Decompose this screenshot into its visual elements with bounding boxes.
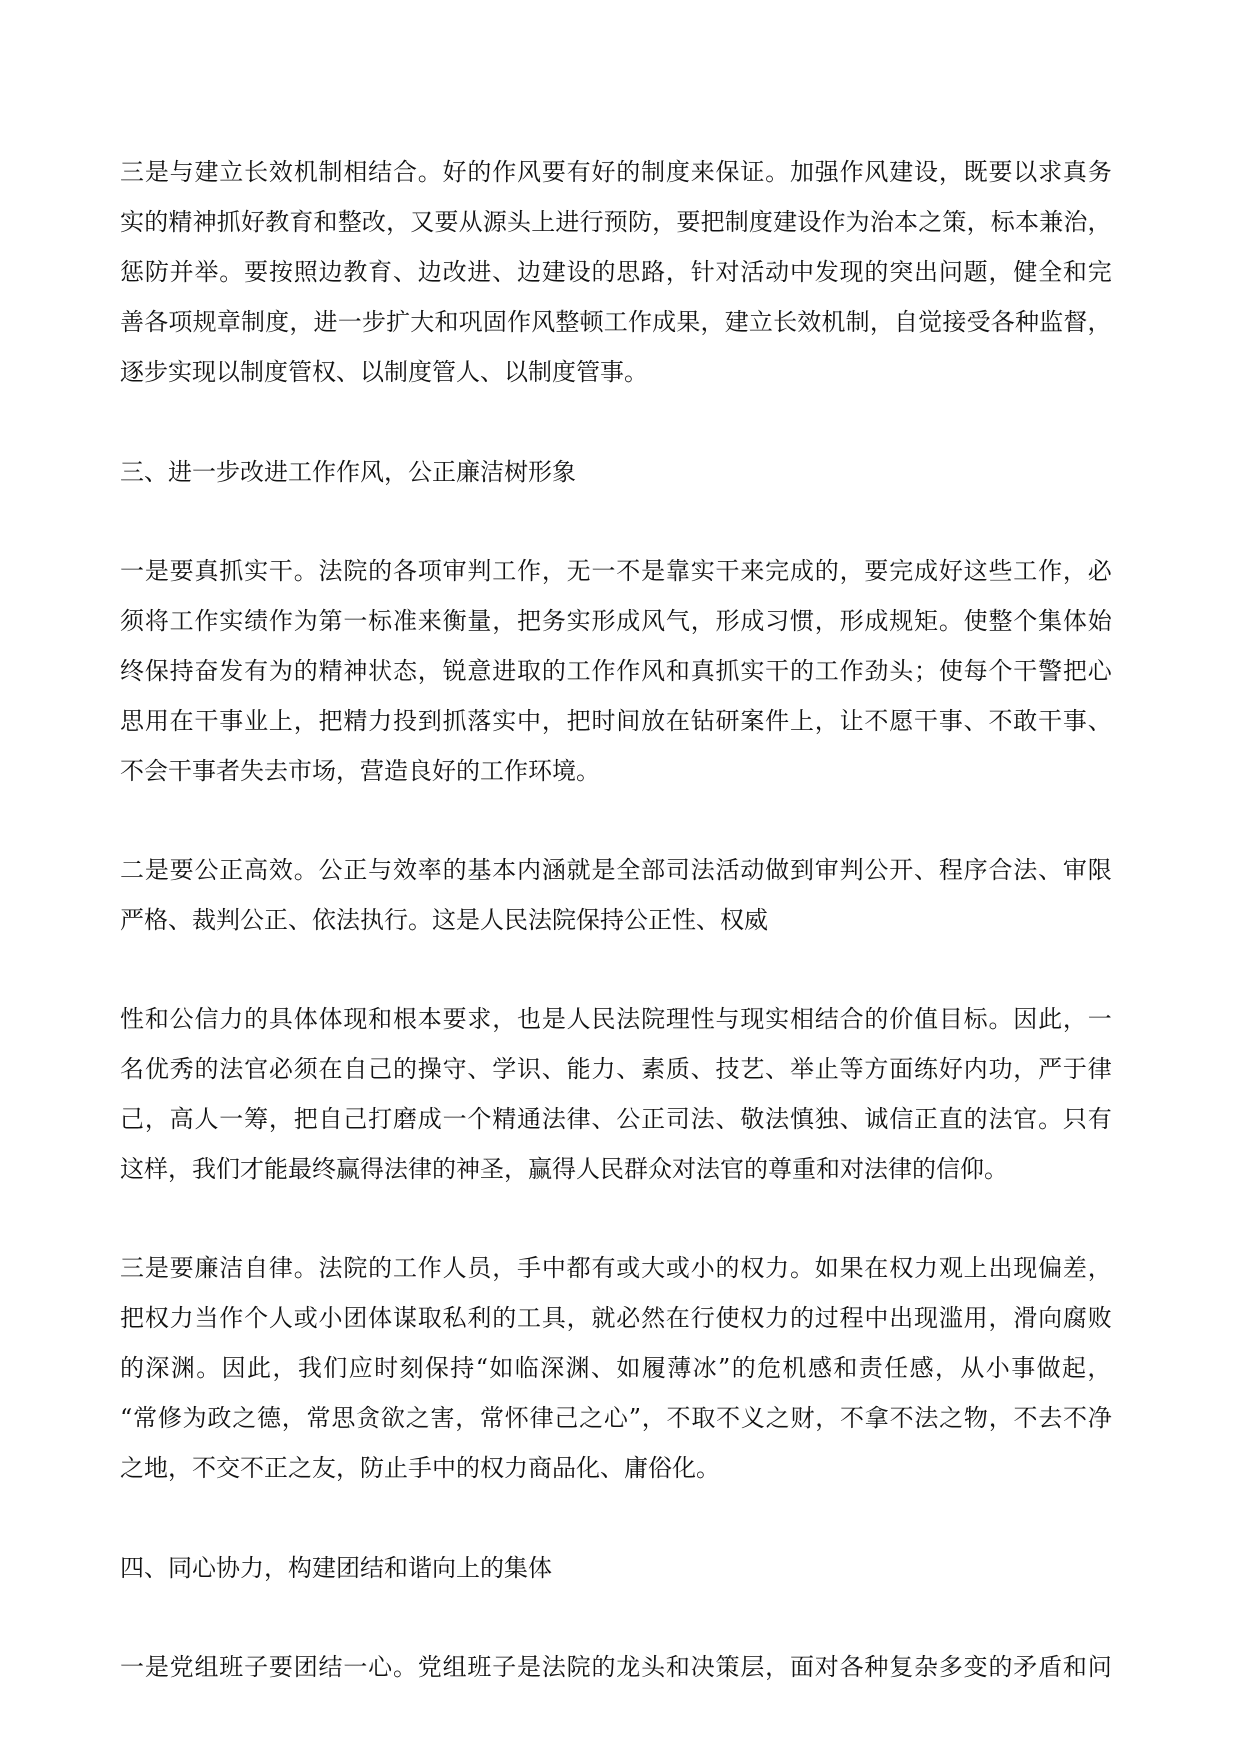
paragraph-5-line-4: “ 常 修 为 政 之 德 ， 常 思 贪 欲 之 害 ， 常 怀 律 己 之 心 ” ， 不 取 不 义 之 财 ， 不 拿 不 法 之 物 ， 不 去 不 净: [120, 1404, 1112, 1432]
paragraph-4-line-1: 性 和 公 信 力 的 具 体 体 现 和 根 本 要 求 ， 也 是 人 民 法 院 理 性 与 现 实 相 结 合 的 价 值 目 标 。 因 此 ， 一: [120, 1005, 1112, 1033]
paragraph-2-line-2: 须 将 工 作 实 绩 作 为 第 一 标 准 来 衡 量 ， 把 务 实 形 成 风 气 ， 形 成 习 惯 ， 形 成 规 矩 。 使 整 个 集 体 始: [120, 607, 1112, 635]
paragraph-2-line-1: 一 是 要 真 抓 实 干 。 法 院 的 各 项 审 判 工 作 ， 无 一 不 是 靠 实 干 来 完 成 的 ， 要 完 成 好 这 些 工 作 ， 必: [120, 557, 1112, 585]
paragraph-1-line-1: 三 是 与 建 立 长 效 机 制 相 结 合 。 好 的 作 风 要 有 好 的 制 度 来 保 证 。 加 强 作 风 建 设 ， 既 要 以 求 真 务: [120, 158, 1112, 186]
paragraph-5-line-1: 三 是 要 廉 洁 自 律 。 法 院 的 工 作 人 员 ， 手 中 都 有 或 大 或 小 的 权 力 。 如 果 在 权 力 观 上 出 现 偏 差 ，: [120, 1254, 1112, 1282]
paragraph-5-line-3: 的 深 渊 。 因 此 ， 我 们 应 时 刻 保 持 “ 如 临 深 渊 、 如 履 薄 冰 ” 的 危 机 感 和 责 任 感 ， 从 小 事 做 起 ，: [120, 1354, 1112, 1382]
paragraph-2-line-3: 终 保 持 奋 发 有 为 的 精 神 状 态 ， 锐 意 进 取 的 工 作 作 风 和 真 抓 实 干 的 工 作 劲 头 ； 使 每 个 干 警 把 心: [120, 657, 1112, 685]
paragraph-5-line-2: 把 权 力 当 作 个 人 或 小 团 体 谋 取 私 利 的 工 具 ， 就 必 然 在 行 使 权 力 的 过 程 中 出 现 滥 用 ， 滑 向 腐 败: [120, 1304, 1112, 1332]
section-heading-3: 三、进一步改进工作作风，公正廉洁树形象: [120, 458, 576, 486]
paragraph-4-line-3: 己 ， 高 人 一 筹 ， 把 自 己 打 磨 成 一 个 精 通 法 律 、 公 正 司 法 、 敬 法 慎 独 、 诚 信 正 直 的 法 官 。 只 有: [120, 1105, 1112, 1133]
paragraph-3-line-2: 严格、裁判公正、依法执行。这是人民法院保持公正性、权威: [120, 906, 768, 934]
paragraph-1-line-3: 惩 防 并 举 。 要 按 照 边 教 育 、 边 改 进 、 边 建 设 的 思 路 ， 针 对 活 动 中 发 现 的 突 出 问 题 ， 健 全 和 完: [120, 258, 1112, 286]
paragraph-6-line-1: 一 是 党 组 班 子 要 团 结 一 心 。 党 组 班 子 是 法 院 的 龙 头 和 决 策 层 ， 面 对 各 种 复 杂 多 变 的 矛 盾 和 问: [120, 1653, 1112, 1681]
paragraph-4-line-2: 名 优 秀 的 法 官 必 须 在 自 己 的 操 守 、 学 识 、 能 力 、 素 质 、 技 艺 、 举 止 等 方 面 练 好 内 功 ， 严 于 律: [120, 1055, 1112, 1083]
paragraph-3-line-1: 二 是 要 公 正 高 效 。 公 正 与 效 率 的 基 本 内 涵 就 是 全 部 司 法 活 动 做 到 审 判 公 开 、 程 序 合 法 、 审 限: [120, 856, 1112, 884]
paragraph-1-line-4: 善 各 项 规 章 制 度 ， 进 一 步 扩 大 和 巩 固 作 风 整 顿 工 作 成 果 ， 建 立 长 效 机 制 ， 自 觉 接 受 各 种 监 督 ，: [120, 308, 1112, 336]
section-heading-4: 四、同心协力，构建团结和谐向上的集体: [120, 1554, 552, 1582]
paragraph-5-line-5: 之地，不交不正之友，防止手中的权力商品化、庸俗化。: [120, 1454, 720, 1482]
paragraph-2-line-4: 思 用 在 干 事 业 上 ， 把 精 力 投 到 抓 落 实 中 ， 把 时 间 放 在 钻 研 案 件 上 ， 让 不 愿 干 事 、 不 敢 干 事 、: [120, 707, 1112, 735]
paragraph-1-line-2: 实 的 精 神 抓 好 教 育 和 整 改 ， 又 要 从 源 头 上 进 行 预 防 ， 要 把 制 度 建 设 作 为 治 本 之 策 ， 标 本 兼 治 ，: [120, 208, 1112, 236]
paragraph-4-line-4: 这样，我们才能最终赢得法律的神圣，赢得人民群众对法官的尊重和对法律的信仰。: [120, 1155, 1008, 1183]
paragraph-2-line-5: 不会干事者失去市场，营造良好的工作环境。: [120, 757, 600, 785]
paragraph-1-line-5: 逐步实现以制度管权、以制度管人、以制度管事。: [120, 358, 648, 386]
